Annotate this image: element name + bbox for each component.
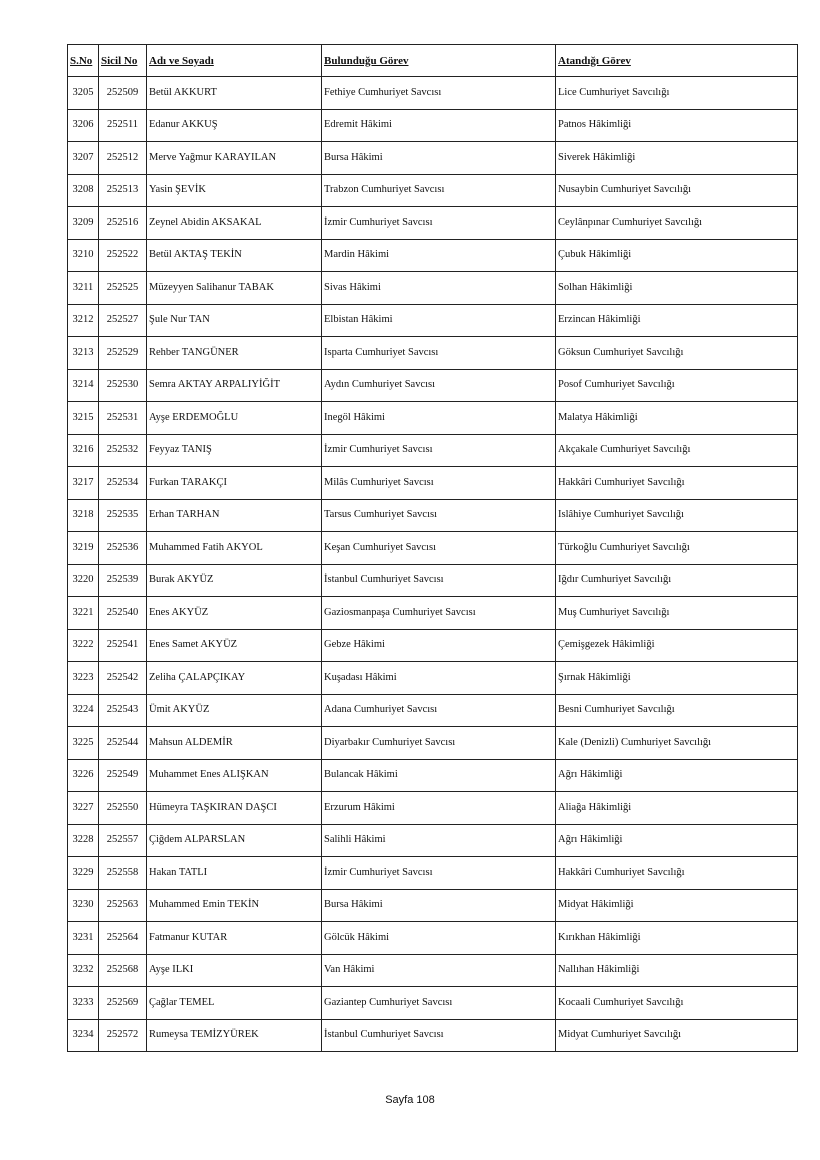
- table-row: [68, 954, 798, 987]
- header-sicil-no: Sicil No: [99, 45, 147, 77]
- cell-assigned-post: Ceylânpınar Cumhuriyet Savcılığı: [556, 207, 798, 240]
- cell-current-post: Diyarbakır Cumhuriyet Savcısı: [322, 727, 556, 760]
- table-row: [68, 597, 798, 630]
- cell-current-post: Gaziosmanpaşa Cumhuriyet Savcısı: [322, 597, 556, 630]
- cell-assigned-post: Solhan Hâkimliği: [556, 272, 798, 305]
- cell-sno: 3209: [68, 207, 99, 240]
- table-row: [68, 77, 798, 110]
- cell-current-post: Keşan Cumhuriyet Savcısı: [322, 532, 556, 565]
- cell-assigned-post: Midyat Cumhuriyet Savcılığı: [556, 1019, 798, 1052]
- cell-sicil-no: 252525: [99, 272, 147, 305]
- table-row: [68, 109, 798, 142]
- cell-current-post: İzmir Cumhuriyet Savcısı: [322, 434, 556, 467]
- cell-name: Betül AKTAŞ TEKİN: [147, 239, 322, 272]
- cell-sno: 3229: [68, 857, 99, 890]
- table-row: [68, 369, 798, 402]
- cell-name: Rehber TANGÜNER: [147, 337, 322, 370]
- cell-current-post: Milâs Cumhuriyet Savcısı: [322, 467, 556, 500]
- cell-name: Ayşe ILKI: [147, 954, 322, 987]
- cell-sicil-no: 252531: [99, 402, 147, 435]
- cell-name: Yasin ŞEVİK: [147, 174, 322, 207]
- cell-sicil-no: 252563: [99, 889, 147, 922]
- cell-sno: 3224: [68, 694, 99, 727]
- cell-assigned-post: Aliağa Hâkimliği: [556, 792, 798, 825]
- cell-name: Betül AKKURT: [147, 77, 322, 110]
- cell-name: Zeynel Abidin AKSAKAL: [147, 207, 322, 240]
- cell-name: Erhan TARHAN: [147, 499, 322, 532]
- table-row: [68, 824, 798, 857]
- cell-assigned-post: Muş Cumhuriyet Savcılığı: [556, 597, 798, 630]
- cell-sno: 3221: [68, 597, 99, 630]
- cell-sno: 3212: [68, 304, 99, 337]
- cell-assigned-post: Siverek Hâkimliği: [556, 142, 798, 175]
- cell-name: Burak AKYÜZ: [147, 564, 322, 597]
- cell-name: Çağlar TEMEL: [147, 987, 322, 1020]
- cell-sno: 3225: [68, 727, 99, 760]
- cell-name: Enes AKYÜZ: [147, 597, 322, 630]
- cell-sicil-no: 252539: [99, 564, 147, 597]
- cell-sno: 3219: [68, 532, 99, 565]
- table-row: [68, 792, 798, 825]
- header-sno: S.No: [68, 45, 99, 77]
- cell-sno: 3214: [68, 369, 99, 402]
- cell-sicil-no: 252557: [99, 824, 147, 857]
- table-row: [68, 434, 798, 467]
- table-row: [68, 662, 798, 695]
- cell-sicil-no: 252569: [99, 987, 147, 1020]
- table-row: [68, 889, 798, 922]
- cell-sno: 3208: [68, 174, 99, 207]
- table-row: [68, 467, 798, 500]
- table-row: [68, 629, 798, 662]
- cell-sicil-no: 252530: [99, 369, 147, 402]
- cell-sno: 3222: [68, 629, 99, 662]
- cell-assigned-post: Hakkâri Cumhuriyet Savcılığı: [556, 467, 798, 500]
- cell-assigned-post: Kocaali Cumhuriyet Savcılığı: [556, 987, 798, 1020]
- cell-current-post: Edremit Hâkimi: [322, 109, 556, 142]
- cell-current-post: Bulancak Hâkimi: [322, 759, 556, 792]
- cell-sicil-no: 252542: [99, 662, 147, 695]
- cell-assigned-post: Patnos Hâkimliği: [556, 109, 798, 142]
- cell-current-post: Bursa Hâkimi: [322, 142, 556, 175]
- cell-sno: 3231: [68, 922, 99, 955]
- cell-current-post: İzmir Cumhuriyet Savcısı: [322, 857, 556, 890]
- table-row: [68, 922, 798, 955]
- cell-sno: 3211: [68, 272, 99, 305]
- cell-sno: 3216: [68, 434, 99, 467]
- cell-name: Merve Yağmur KARAYILAN: [147, 142, 322, 175]
- header-current-post: Bulunduğu Görev: [322, 45, 556, 77]
- table-row: [68, 142, 798, 175]
- cell-name: Edanur AKKUŞ: [147, 109, 322, 142]
- cell-sicil-no: 252572: [99, 1019, 147, 1052]
- table-row: [68, 239, 798, 272]
- cell-sicil-no: 252516: [99, 207, 147, 240]
- cell-current-post: Kuşadası Hâkimi: [322, 662, 556, 695]
- cell-sno: 3205: [68, 77, 99, 110]
- cell-name: Rumeysa TEMİZYÜREK: [147, 1019, 322, 1052]
- cell-assigned-post: Nallıhan Hâkimliği: [556, 954, 798, 987]
- cell-current-post: Trabzon Cumhuriyet Savcısı: [322, 174, 556, 207]
- cell-assigned-post: Çemişgezek Hâkimliği: [556, 629, 798, 662]
- cell-sicil-no: 252549: [99, 759, 147, 792]
- cell-name: Çiğdem ALPARSLAN: [147, 824, 322, 857]
- cell-sicil-no: 252527: [99, 304, 147, 337]
- table-row: [68, 337, 798, 370]
- table-row: [68, 174, 798, 207]
- table-header-row: [68, 45, 798, 77]
- table-row: [68, 532, 798, 565]
- cell-assigned-post: Şırnak Hâkimliği: [556, 662, 798, 695]
- cell-assigned-post: Göksun Cumhuriyet Savcılığı: [556, 337, 798, 370]
- cell-sicil-no: 252550: [99, 792, 147, 825]
- cell-assigned-post: Kırıkhan Hâkimliği: [556, 922, 798, 955]
- cell-name: Muhammet Enes ALIŞKAN: [147, 759, 322, 792]
- cell-sicil-no: 252544: [99, 727, 147, 760]
- cell-sno: 3232: [68, 954, 99, 987]
- cell-sno: 3207: [68, 142, 99, 175]
- cell-sicil-no: 252509: [99, 77, 147, 110]
- cell-assigned-post: Hakkâri Cumhuriyet Savcılığı: [556, 857, 798, 890]
- cell-current-post: Elbistan Hâkimi: [322, 304, 556, 337]
- table-row: [68, 694, 798, 727]
- cell-sno: 3234: [68, 1019, 99, 1052]
- cell-assigned-post: Çubuk Hâkimliği: [556, 239, 798, 272]
- cell-name: Furkan TARAKÇI: [147, 467, 322, 500]
- cell-name: Müzeyyen Salihanur TABAK: [147, 272, 322, 305]
- table-row: [68, 499, 798, 532]
- cell-assigned-post: Ağrı Hâkimliği: [556, 824, 798, 857]
- cell-name: Ayşe ERDEMOĞLU: [147, 402, 322, 435]
- cell-assigned-post: Iğdır Cumhuriyet Savcılığı: [556, 564, 798, 597]
- cell-sno: 3227: [68, 792, 99, 825]
- cell-assigned-post: Islâhiye Cumhuriyet Savcılığı: [556, 499, 798, 532]
- header-name: Adı ve Soyadı: [147, 45, 322, 77]
- cell-sicil-no: 252532: [99, 434, 147, 467]
- cell-sicil-no: 252529: [99, 337, 147, 370]
- table-row: [68, 857, 798, 890]
- cell-name: Hümeyra TAŞKIRAN DAŞCI: [147, 792, 322, 825]
- cell-name: Fatmanur KUTAR: [147, 922, 322, 955]
- cell-sno: 3215: [68, 402, 99, 435]
- cell-sicil-no: 252541: [99, 629, 147, 662]
- cell-sicil-no: 252564: [99, 922, 147, 955]
- cell-sicil-no: 252511: [99, 109, 147, 142]
- cell-name: Feyyaz TANIŞ: [147, 434, 322, 467]
- cell-sno: 3230: [68, 889, 99, 922]
- cell-assigned-post: Posof Cumhuriyet Savcılığı: [556, 369, 798, 402]
- cell-sicil-no: 252513: [99, 174, 147, 207]
- cell-name: Ümit AKYÜZ: [147, 694, 322, 727]
- cell-sno: 3213: [68, 337, 99, 370]
- cell-sno: 3218: [68, 499, 99, 532]
- cell-name: Muhammed Emin TEKİN: [147, 889, 322, 922]
- cell-name: Mahsun ALDEMİR: [147, 727, 322, 760]
- cell-current-post: Aydın Cumhuriyet Savcısı: [322, 369, 556, 402]
- cell-current-post: Inegöl Hâkimi: [322, 402, 556, 435]
- cell-sicil-no: 252568: [99, 954, 147, 987]
- cell-current-post: Tarsus Cumhuriyet Savcısı: [322, 499, 556, 532]
- cell-assigned-post: Ağrı Hâkimliği: [556, 759, 798, 792]
- cell-assigned-post: Besni Cumhuriyet Savcılığı: [556, 694, 798, 727]
- cell-sno: 3226: [68, 759, 99, 792]
- appointment-table: [67, 44, 798, 1052]
- cell-sno: 3220: [68, 564, 99, 597]
- cell-assigned-post: Lice Cumhuriyet Savcılığı: [556, 77, 798, 110]
- cell-assigned-post: Malatya Hâkimliği: [556, 402, 798, 435]
- cell-current-post: Gölcük Hâkimi: [322, 922, 556, 955]
- cell-sicil-no: 252558: [99, 857, 147, 890]
- cell-name: Zeliha ÇALAPÇIKAY: [147, 662, 322, 695]
- cell-current-post: İstanbul Cumhuriyet Savcısı: [322, 564, 556, 597]
- table-row: [68, 272, 798, 305]
- table-row: [68, 402, 798, 435]
- cell-current-post: Sivas Hâkimi: [322, 272, 556, 305]
- cell-assigned-post: Akçakale Cumhuriyet Savcılığı: [556, 434, 798, 467]
- table-row: [68, 304, 798, 337]
- cell-assigned-post: Midyat Hâkimliği: [556, 889, 798, 922]
- table-row: [68, 759, 798, 792]
- cell-current-post: Salihli Hâkimi: [322, 824, 556, 857]
- page-number: Sayfa 108: [385, 1094, 435, 1106]
- cell-name: Muhammed Fatih AKYOL: [147, 532, 322, 565]
- cell-sno: 3206: [68, 109, 99, 142]
- cell-assigned-post: Kale (Denizli) Cumhuriyet Savcılığı: [556, 727, 798, 760]
- cell-sno: 3210: [68, 239, 99, 272]
- cell-current-post: Isparta Cumhuriyet Savcısı: [322, 337, 556, 370]
- cell-sicil-no: 252534: [99, 467, 147, 500]
- table-row: [68, 1019, 798, 1052]
- cell-name: Semra AKTAY ARPALIYİĞİT: [147, 369, 322, 402]
- cell-current-post: İzmir Cumhuriyet Savcısı: [322, 207, 556, 240]
- cell-sicil-no: 252536: [99, 532, 147, 565]
- cell-current-post: Van Hâkimi: [322, 954, 556, 987]
- table-row: [68, 564, 798, 597]
- cell-current-post: Erzurum Hâkimi: [322, 792, 556, 825]
- cell-current-post: Gaziantep Cumhuriyet Savcısı: [322, 987, 556, 1020]
- cell-current-post: Fethiye Cumhuriyet Savcısı: [322, 77, 556, 110]
- cell-assigned-post: Türkoğlu Cumhuriyet Savcılığı: [556, 532, 798, 565]
- header-assigned-post: Atandığı Görev: [556, 45, 798, 77]
- cell-assigned-post: Erzincan Hâkimliği: [556, 304, 798, 337]
- cell-sno: 3228: [68, 824, 99, 857]
- cell-name: Enes Samet AKYÜZ: [147, 629, 322, 662]
- cell-sicil-no: 252535: [99, 499, 147, 532]
- cell-assigned-post: Nusaybin Cumhuriyet Savcılığı: [556, 174, 798, 207]
- cell-current-post: Adana Cumhuriyet Savcısı: [322, 694, 556, 727]
- table-row: [68, 207, 798, 240]
- table-row: [68, 987, 798, 1020]
- cell-current-post: Gebze Hâkimi: [322, 629, 556, 662]
- cell-sno: 3223: [68, 662, 99, 695]
- cell-current-post: Bursa Hâkimi: [322, 889, 556, 922]
- cell-current-post: İstanbul Cumhuriyet Savcısı: [322, 1019, 556, 1052]
- cell-name: Hakan TATLI: [147, 857, 322, 890]
- cell-sno: 3217: [68, 467, 99, 500]
- table-row: [68, 727, 798, 760]
- cell-sicil-no: 252543: [99, 694, 147, 727]
- cell-sicil-no: 252540: [99, 597, 147, 630]
- cell-sicil-no: 252512: [99, 142, 147, 175]
- cell-sicil-no: 252522: [99, 239, 147, 272]
- cell-current-post: Mardin Hâkimi: [322, 239, 556, 272]
- cell-name: Şule Nur TAN: [147, 304, 322, 337]
- cell-sno: 3233: [68, 987, 99, 1020]
